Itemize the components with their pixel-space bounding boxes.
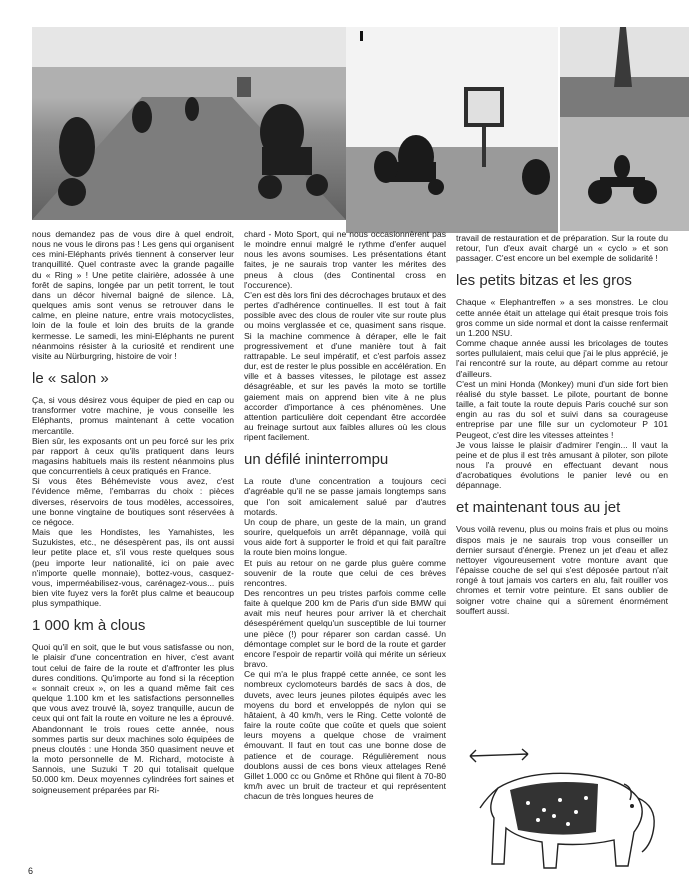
article-column-2 xyxy=(244,229,446,801)
paragraph: Quoi qu'il en soit, que le but vous satisfasse ou non, le plaisir d'une concentration en hiver, c'est avant tout celui de faire de la route et d'affronter les plus dures conditions. Qu'importe au fond si la réception « sonnait creux », on les a quand même fait ces quelque 1.100 km et les satisfactions personnelles que vous avez trouvé là, soyez tranquille, aucun de ceux qui ont fait la route en voiture ne les a éprouvé. Abandonnant le trois roues cette année, nous sommes partis sur deux machines solo équipées de pneus cloutés : une Honda 350 quasiment neuve et la moto personnelle de M. Richard, motociste à Sannois, une Suzuki T 20 qui totalisait quelque 50.000 km. Deux moyennes cylindrées fort saines et soigneusement préparées par Ri- xyxy=(32,642,234,795)
paragraph: Vous voilà revenu, plus ou moins frais et plus ou moins dispos mais je ne saurais trop vous conseiller un dernier sursaut d'énergie. Prenez un jet d'eau et allez nettoyer vigoureusement votre monture avant que l'épaisse couche de sel qui s'est déposée partout n'ait rongé à tout jamais vos carters en alu, fait rouiller vos chromes et ternir votre peinture. Et sans oublier de soigner votre chaine qui a sûrement énormément souffert aussi. xyxy=(456,524,668,616)
paragraph: Je vous laisse le plaisir d'admirer l'engin... Il vaut la peine et de plus il est très amusant à piloter, son pilote nous l'a prouvé en effectuant devant nous d'acrobatiques évolutions le panier levé ou en dépannage. xyxy=(456,439,668,491)
elephant-illustration xyxy=(458,748,668,880)
paragraph: Si vous êtes Béhémeviste vous avez, c'est l'évidence même, l'embarras du choix : pièces diverses, réservoirs de tous modèles, accessoires, une bonne vingtaine de boutiques sont réservées à ce négoce. xyxy=(32,476,234,527)
paragraph: Des rencontres un peu tristes parfois comme celle faite à quelque 200 km de Paris d'un side BMW qui avait mis neuf heures pour arriver là et cherchait désespérément quelqu'un susceptible de lui tourner une pièce (!) pour réparer son cardan cassé. Un démontage complet sur le bord de la route et garder encore l'espoir de repartir voilà qui mérite un sérieux bravo. xyxy=(244,588,446,670)
paragraph: Et puis au retour on ne garde plus guère comme souvenir de la route que celui de ces brèves rencontres. xyxy=(244,557,446,588)
paragraph: Comme chaque année aussi les bricolages de toutes sortes pullulaient, mais celui que j'ai le plus apprécié, je l'ai rencontré sur la route, au départ comme au retour d'ailleurs. xyxy=(456,338,668,379)
section-heading-1000-km: 1 000 km à clous xyxy=(32,617,146,635)
photo-scene-1 xyxy=(32,27,346,220)
paragraph: Bien sûr, les exposants ont un peu forcé sur les prix par rapport à ceux qu'ils pratiquent dans leurs magasins habituels mais ils restent néanmoins plus que concurrentiels à ceux pratiqués en France. xyxy=(32,435,234,477)
section-heading-salon: le « salon » xyxy=(32,370,109,388)
photo-scene-3 xyxy=(560,27,689,231)
section-heading-bitzas: les petits bitzas et les gros xyxy=(456,272,632,290)
photo-scene-2 xyxy=(346,27,558,233)
paragraph: nous demandez pas de vous dire à quel endroit, nous ne vous le dirons pas ! Les gens qui organisent ces mini-Eléphants privés tiennent à conserver leur tranquillité. Quel contraste avec la grande pagaille du « Ring » ! Une petite clairière, adossée à une forêt de sapins, longée par un petit torrent, le tout dans un décor hivernal baigné de silence. Là, quelques amis sont venus se retrouver dans le calme, en pleine nature, entre vrais motocyclistes, loin de la foule et loin des bruits de la grande kermesse. Le samedi, les mini-Eléphants ne purent néanmoins résister à la curiosité et rendirent une visite au Nürburgring, histoire de voir ! xyxy=(32,229,234,361)
paragraph: Chaque « Elephantreffen » a ses monstres. Le clou cette année était un attelage qui était presque trois fois gros comme un side normal et dont la caisse renfermait un 1.200 NSU. xyxy=(456,297,668,338)
paragraph: Ça, si vous désirez vous équiper de pied en cap ou transformer votre machine, je vous conseille les Eléphants, promus maintenant à cette vocation mercantile. xyxy=(32,395,234,436)
elephant-icon xyxy=(458,748,668,880)
paragraph: Un coup de phare, un geste de la main, un grand sourire, quelquefois un arrêt dépannage, voilà qui vous aide fort à supporter le froid et qui fait paraître la route bien moins longue. xyxy=(244,516,446,558)
paragraph: chard - Moto Sport, qui ne nous occasionnèrent pas le moindre ennui malgré le rythme d'enfer auquel nous les avons soumises. Les présentations étant faites, je ne saurais trop vanter les mérites des pneus à clous (des Continental cross en l'occurence). xyxy=(244,229,446,290)
paragraph: Mais que les Hondistes, les Yamahistes, les Suzukistes, etc., ne désespèrent pas, ils ont aussi leur petite place et, s'il vous reste quelques sous (peu importe leur nationalité, ici on paie avec n'importe quelle monnaie), bottez-vous, casquez-vous, imperméabilisez-vous, carénagez-vous... puis bien vite fuyez vers la forêt plus calme et beaucoup plus sympathique. xyxy=(32,527,234,609)
section-heading-jet: et maintenant tous au jet xyxy=(456,499,621,517)
section-heading-defile: un défilé ininterrompu xyxy=(244,451,389,469)
paragraph: Ce qui m'a le plus frappé cette année, ce sont les nombreux cyclomoteurs bardés de sacs à dos, de duvets, avec leurs jeunes pilotes équipés avec les moyens du bord et enveloppés de nylon qui se hâtaient, à 40 km/h, vers le Ring. Cette volonté de faire la route coûte que coûte et quels que soient leurs moyens a quelque chose de vraiment émouvant. Il faut en tout cas une bonne dose de patience et de courage. Régulièrement nous doublons aussi de ces bons vieux attelages René Gillet 1.000 cc ou Gnôme et Rhône qui filent à 70-80 km/h avec un bruit de tracteur et qui représentent chacun de très longues heures de xyxy=(244,669,446,802)
paragraph: C'en est dès lors fini des décrochages brutaux et des pertes d'adhérence continuelles. Il est tout à fait possible avec des clous de rouler vite sur route plus ou moins verglassée et ce, quasiment sans risque. Si la machine commence à déraper, elle le fait progressivement et d'une manière tout à fait rattrapable. Le seul impératif, et c'est parfois assez dur, est de rester le plus possible en accélération. En ville et à basses vitesses, le pilotage est assez désagréable, et sur les pavés la moto se tortille gaiement mais on apprend bien vite à ne plus accorder d'importance à ces phénomènes. Une attention particulière doit cependant être accordée au freinage surtout aux faibles allures où les clous ripent facilement. xyxy=(244,289,446,443)
paragraph: travail de restauration et de préparation. Sur la route du retour, l'un d'eux avait chargé un « cyclo » et son passager. C'est encore un bel exemple de solidarité ! xyxy=(456,233,668,264)
photo-sidecars-signpost xyxy=(346,27,558,233)
paragraph: La route d'une concentration a toujours ceci d'agréable qu'il ne se passe jamais longtemps sans que l'on soit amicalement salué par d'autres motards. xyxy=(244,476,446,517)
photo-motorcycles-snow-road xyxy=(32,27,346,220)
paragraph: C'est un mini Honda (Monkey) muni d'un side fort bien réalisé du style basset. Le pilote, pourtant de bonne taille, a fait toute la route depuis Paris couché sur son engin au ras du sol et suivi dans sa courageuse entreprise par une fille sur un cyclomoteur P 101 Peugeot, c'est dire les vitesses atteintes ! xyxy=(456,378,668,440)
page-number: 6 xyxy=(28,866,34,876)
article-column-3 xyxy=(456,233,668,616)
photo-motorcycle-field xyxy=(560,27,689,231)
article-column-1 xyxy=(32,229,234,795)
